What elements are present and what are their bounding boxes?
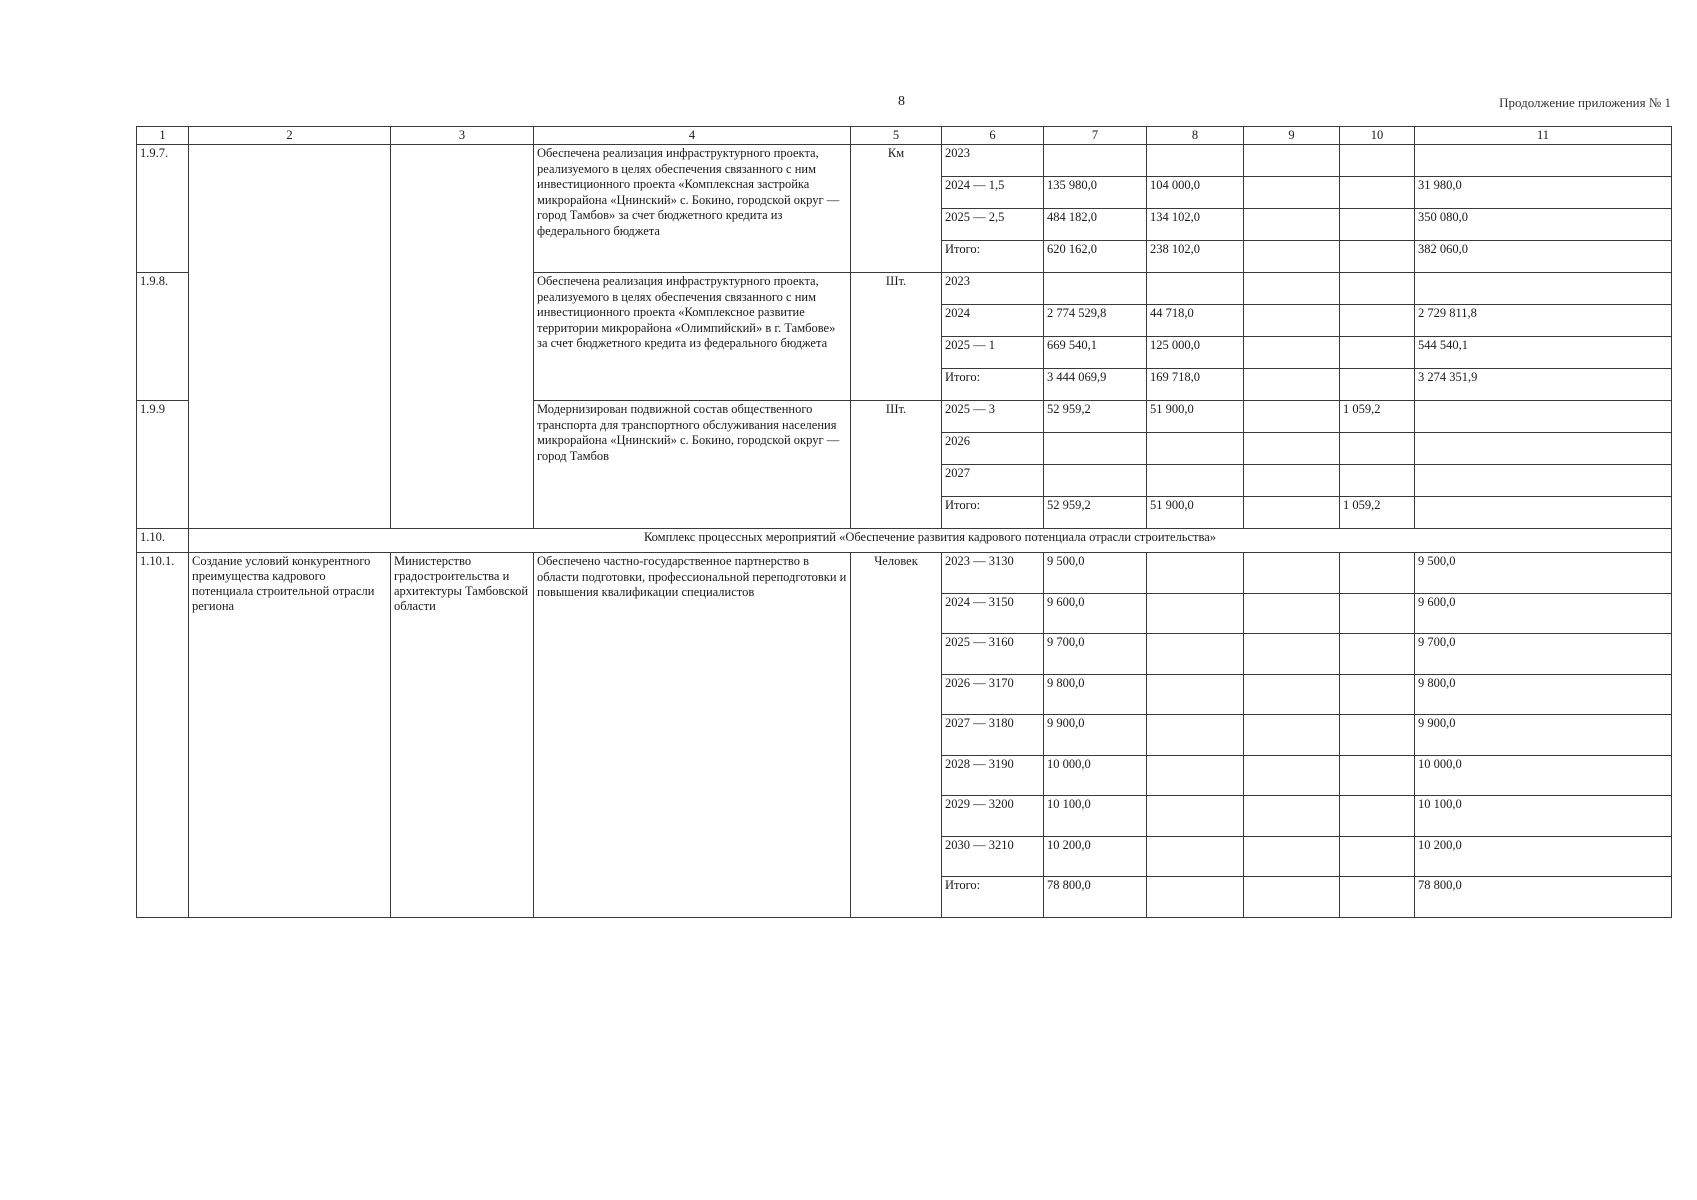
amount-regional [1244,401,1340,433]
amount-regional [1244,836,1340,877]
year-value: Итого: [942,369,1044,401]
year-value: 2026 [942,433,1044,465]
amount-federal [1147,877,1244,918]
amount-regional [1244,715,1340,756]
amount-total: 9 800,0 [1044,674,1147,715]
year-value: 2023 [942,273,1044,305]
amount-regional [1244,674,1340,715]
amount-regional [1244,553,1340,594]
amount-other [1415,465,1672,497]
year-value: 2025 — 2,5 [942,209,1044,241]
amount-local [1340,836,1415,877]
amount-total: 9 700,0 [1044,634,1147,675]
amount-other: 10 100,0 [1415,796,1672,837]
amount-total [1044,465,1147,497]
responsible-body: Министерство градостроительства и архитектуры Тамбовской области [391,553,534,918]
amount-total: 484 182,0 [1044,209,1147,241]
amount-local [1340,273,1415,305]
amount-local [1340,209,1415,241]
header-cell: 7 [1044,127,1147,145]
year-value: 2025 — 1 [942,337,1044,369]
row-id: 1.10.1. [137,553,189,918]
amount-other: 9 900,0 [1415,715,1672,756]
year-value: Итого: [942,877,1044,918]
amount-other: 10 200,0 [1415,836,1672,877]
amount-total: 135 980,0 [1044,177,1147,209]
table-row [137,145,1672,177]
amount-federal [1147,634,1244,675]
amount-federal: 125 000,0 [1147,337,1244,369]
amount-total: 669 540,1 [1044,337,1147,369]
amount-other: 10 000,0 [1415,755,1672,796]
amount-other: 78 800,0 [1415,877,1672,918]
responsible-body-empty [391,145,534,529]
amount-local [1340,369,1415,401]
amount-federal [1147,553,1244,594]
amount-total: 52 959,2 [1044,401,1147,433]
amount-federal: 169 718,0 [1147,369,1244,401]
header-cell: 4 [534,127,851,145]
page-number: 8 [898,94,905,109]
measure-name: Создание условий конкурентного преимущества кадрового потенциала строительной отрасли региона [189,553,391,918]
section-id: 1.10. [137,529,189,553]
amount-local [1340,465,1415,497]
header-cell: 2 [189,127,391,145]
result-description: Обеспечена реализация инфраструктурного проекта, реализуемого в целях обеспечения связанного с ним инвестиционного проекта «Комплексная застройка микрорайона «Цнинский» с. Бокино, городской округ — город Тамбов» за счет бюджетного кредита из федерального бюджета [534,145,851,273]
year-value: 2029 — 3200 [942,796,1044,837]
amount-regional [1244,796,1340,837]
row-id: 1.9.9 [137,401,189,529]
amount-federal: 238 102,0 [1147,241,1244,273]
amount-federal [1147,433,1244,465]
amount-federal [1147,715,1244,756]
amount-local [1340,877,1415,918]
amount-total: 52 959,2 [1044,497,1147,529]
result-description: Обеспечена реализация инфраструктурного проекта, реализуемого в целях обеспечения связанного с ним инвестиционного проекта «Комплексное развитие территории микрорайона «Олимпийский» в г. Тамбове» за счет бюджетного кредита из федерального бюджета [534,273,851,401]
section-title: Комплекс процессных мероприятий «Обеспечение развития кадрового потенциала отрасли строительства» [189,529,1672,553]
amount-local [1340,433,1415,465]
amount-other: 9 600,0 [1415,593,1672,634]
amount-local [1340,177,1415,209]
amount-local [1340,305,1415,337]
measure-name-empty [189,145,391,529]
year-value: 2024 — 3150 [942,593,1044,634]
year-value: 2028 — 3190 [942,755,1044,796]
measures-table [136,126,1672,918]
amount-other: 3 274 351,9 [1415,369,1672,401]
amount-other: 9 700,0 [1415,634,1672,675]
amount-total: 620 162,0 [1044,241,1147,273]
amount-regional [1244,755,1340,796]
table-row [137,553,1672,594]
result-description: Модернизирован подвижной состав общественного транспорта для транспортного обслуживания населения микрорайона «Цнинский» с. Бокино, городской округ — город Тамбов [534,401,851,529]
amount-federal: 51 900,0 [1147,401,1244,433]
amount-other [1415,433,1672,465]
continuation-note: Продолжение приложения № 1 [1499,95,1671,110]
amount-regional [1244,177,1340,209]
amount-federal [1147,836,1244,877]
year-value: 2027 [942,465,1044,497]
year-value: 2023 [942,145,1044,177]
header-row [137,127,1672,145]
amount-total [1044,273,1147,305]
amount-local [1340,674,1415,715]
amount-other: 9 800,0 [1415,674,1672,715]
amount-local [1340,241,1415,273]
amount-total [1044,433,1147,465]
amount-local [1340,634,1415,675]
amount-total: 9 900,0 [1044,715,1147,756]
amount-total [1044,145,1147,177]
amount-total: 9 600,0 [1044,593,1147,634]
year-value: 2027 — 3180 [942,715,1044,756]
amount-regional [1244,209,1340,241]
year-value: 2024 [942,305,1044,337]
unit: Человек [851,553,942,918]
amount-federal: 134 102,0 [1147,209,1244,241]
unit: Шт. [851,401,942,529]
header-cell: 10 [1340,127,1415,145]
amount-local [1340,145,1415,177]
amount-local [1340,796,1415,837]
amount-other [1415,401,1672,433]
amount-regional [1244,634,1340,675]
amount-federal [1147,145,1244,177]
header-cell: 1 [137,127,189,145]
year-value: Итого: [942,497,1044,529]
amount-other [1415,273,1672,305]
amount-regional [1244,241,1340,273]
amount-regional [1244,369,1340,401]
amount-other [1415,145,1672,177]
amount-federal: 104 000,0 [1147,177,1244,209]
amount-local [1340,593,1415,634]
year-value: 2023 — 3130 [942,553,1044,594]
amount-regional [1244,877,1340,918]
amount-total: 78 800,0 [1044,877,1147,918]
amount-other [1415,497,1672,529]
unit: Км [851,145,942,273]
amount-regional [1244,337,1340,369]
amount-federal [1147,755,1244,796]
amount-regional [1244,433,1340,465]
amount-other: 350 080,0 [1415,209,1672,241]
amount-other: 31 980,0 [1415,177,1672,209]
amount-other: 544 540,1 [1415,337,1672,369]
amount-federal [1147,796,1244,837]
year-value: 2030 — 3210 [942,836,1044,877]
amount-regional [1244,465,1340,497]
amount-federal: 44 718,0 [1147,305,1244,337]
header-cell: 9 [1244,127,1340,145]
amount-local [1340,715,1415,756]
amount-federal [1147,593,1244,634]
amount-local [1340,337,1415,369]
amount-total: 10 200,0 [1044,836,1147,877]
amount-regional [1244,145,1340,177]
unit: Шт. [851,273,942,401]
amount-local: 1 059,2 [1340,497,1415,529]
amount-regional [1244,593,1340,634]
amount-local [1340,755,1415,796]
amount-total: 9 500,0 [1044,553,1147,594]
amount-regional [1244,273,1340,305]
amount-federal [1147,674,1244,715]
year-value: 2025 — 3160 [942,634,1044,675]
amount-federal [1147,273,1244,305]
result-description: Обеспечено частно-государственное партнерство в области подготовки, профессиональной переподготовки и повышения квалификации специалистов [534,553,851,918]
amount-regional [1244,305,1340,337]
amount-regional [1244,497,1340,529]
amount-local: 1 059,2 [1340,401,1415,433]
header-cell: 6 [942,127,1044,145]
amount-other: 2 729 811,8 [1415,305,1672,337]
row-id: 1.9.7. [137,145,189,273]
header-cell: 3 [391,127,534,145]
amount-local [1340,553,1415,594]
amount-total: 2 774 529,8 [1044,305,1147,337]
section-row [137,529,1672,553]
header-cell: 5 [851,127,942,145]
amount-other: 382 060,0 [1415,241,1672,273]
amount-other: 9 500,0 [1415,553,1672,594]
header-cell: 11 [1415,127,1672,145]
amount-federal: 51 900,0 [1147,497,1244,529]
year-value: 2025 — 3 [942,401,1044,433]
year-value: 2024 — 1,5 [942,177,1044,209]
amount-total: 10 000,0 [1044,755,1147,796]
amount-total: 10 100,0 [1044,796,1147,837]
year-value: Итого: [942,241,1044,273]
row-id: 1.9.8. [137,273,189,401]
amount-federal [1147,465,1244,497]
header-cell: 8 [1147,127,1244,145]
year-value: 2026 — 3170 [942,674,1044,715]
amount-total: 3 444 069,9 [1044,369,1147,401]
